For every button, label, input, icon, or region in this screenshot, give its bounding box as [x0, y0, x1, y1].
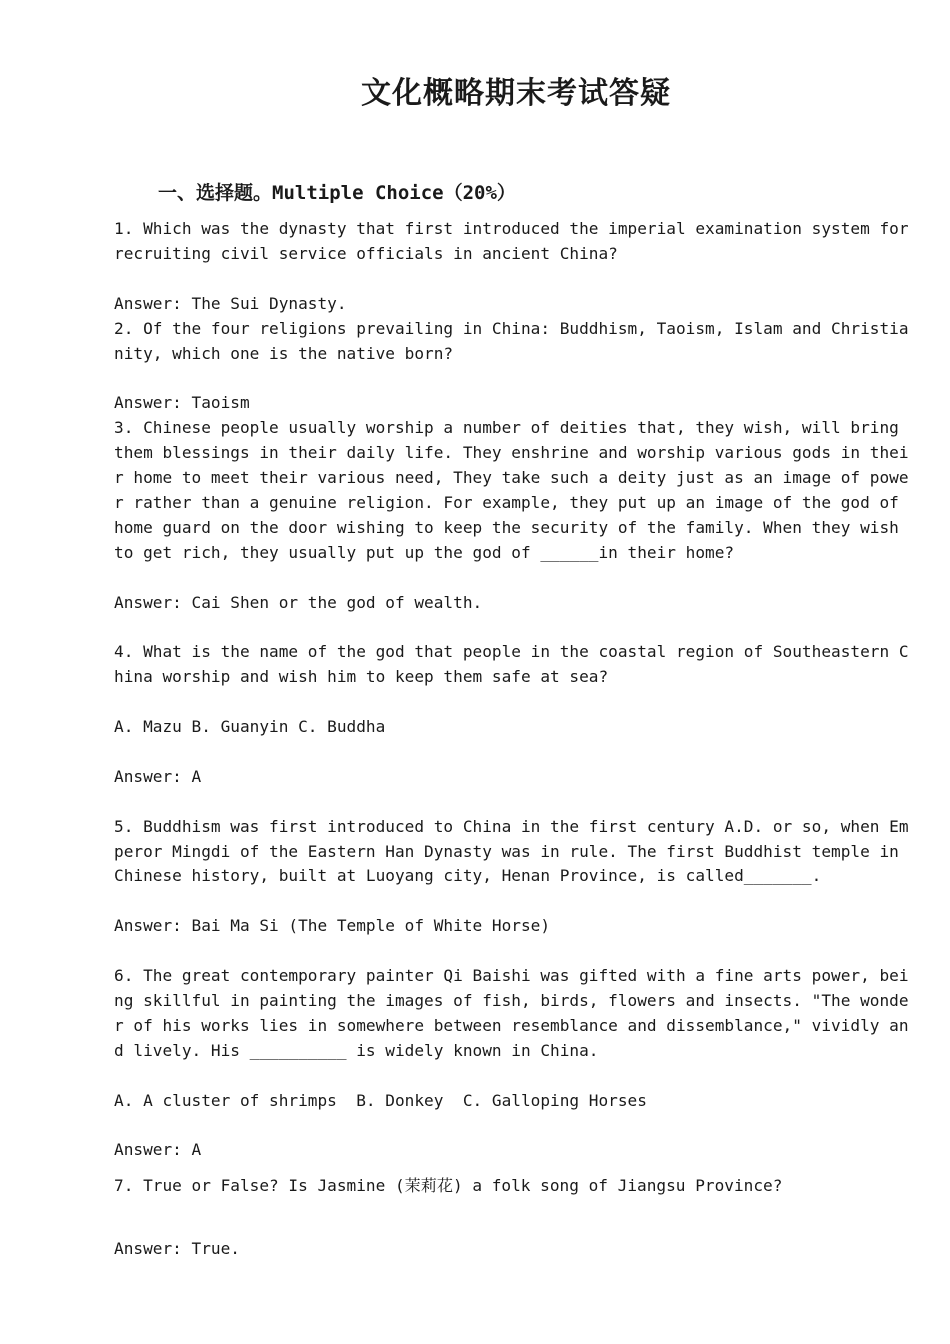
question-block-7	[114, 1174, 914, 1262]
answer-text: Answer: The Sui Dynasty.	[114, 293, 347, 313]
question-block-3	[114, 416, 914, 615]
question-block-2	[114, 317, 914, 417]
page-title: 文化概略期末考试答疑	[361, 76, 671, 111]
answer-text: Answer: True.	[114, 1239, 240, 1259]
question-block-4	[114, 640, 914, 789]
answer-text: Answer: A	[114, 766, 202, 786]
question-block-6	[114, 964, 914, 1163]
question-text: 1. Which was the dynasty that first introduced the imperial examination system for recruiting civil service officials in ancient China?	[114, 219, 919, 263]
question-text: 4. What is the name of the god that people in the coastal region of Southeastern China worship and wish him to keep them safe at sea?	[114, 642, 909, 687]
question-text: 6. The great contemporary painter Qi Baishi was gifted with a fine arts power, being skillful in painting the images of fish, birds, flowers and insects. "The wonder of his works lies in somewhere between resemblance and dissemblance," vividly and lively. His __________ is widely known in China.	[114, 966, 909, 1060]
question-block-1	[114, 217, 919, 317]
question-block-5	[114, 815, 914, 940]
answer-text: Answer: Taoism	[114, 393, 250, 413]
answer-text: Answer: Bai Ma Si (The Temple of White Horse)	[114, 916, 551, 936]
answer-text: Answer: A	[114, 1140, 202, 1160]
question-text: 2. Of the four religions prevailing in China: Buddhism, Taoism, Islam and Christianity, which one is the native born?	[114, 318, 909, 363]
section-heading: 一、选择题。Multiple Choice（20%）	[158, 182, 516, 204]
answer-options: A. Mazu B. Guanyin C. Buddha	[114, 717, 386, 737]
answer-options: A. A cluster of shrimps B. Donkey C. Galloping Horses	[114, 1090, 647, 1110]
question-text: 5. Buddhism was first introduced to China in the first century A.D. or so, when Emperor Mingdi of the Eastern Han Dynasty was in rule. The first Buddhist temple in Chinese history, built at Luoyang city, Henan Province, is called_______.	[114, 816, 909, 886]
question-text: 3. Chinese people usually worship a number of deities that, they wish, will bring them blessings in their daily life. They enshrine and worship various gods in their home to meet their various need, They take such a deity just as an image of power rather than a genuine religion. For example, they put up an image of the god of home guard on the door wishing to keep the security of the family. When they wish to get rich, they usually put up the god of ______in their home?	[114, 418, 909, 562]
answer-text: Answer: Cai Shen or the god of wealth.	[114, 592, 483, 612]
question-text: 7. True or False? Is Jasmine (茉莉花) a folk song of Jiangsu Province?	[114, 1176, 783, 1196]
questions-list	[114, 217, 919, 1262]
